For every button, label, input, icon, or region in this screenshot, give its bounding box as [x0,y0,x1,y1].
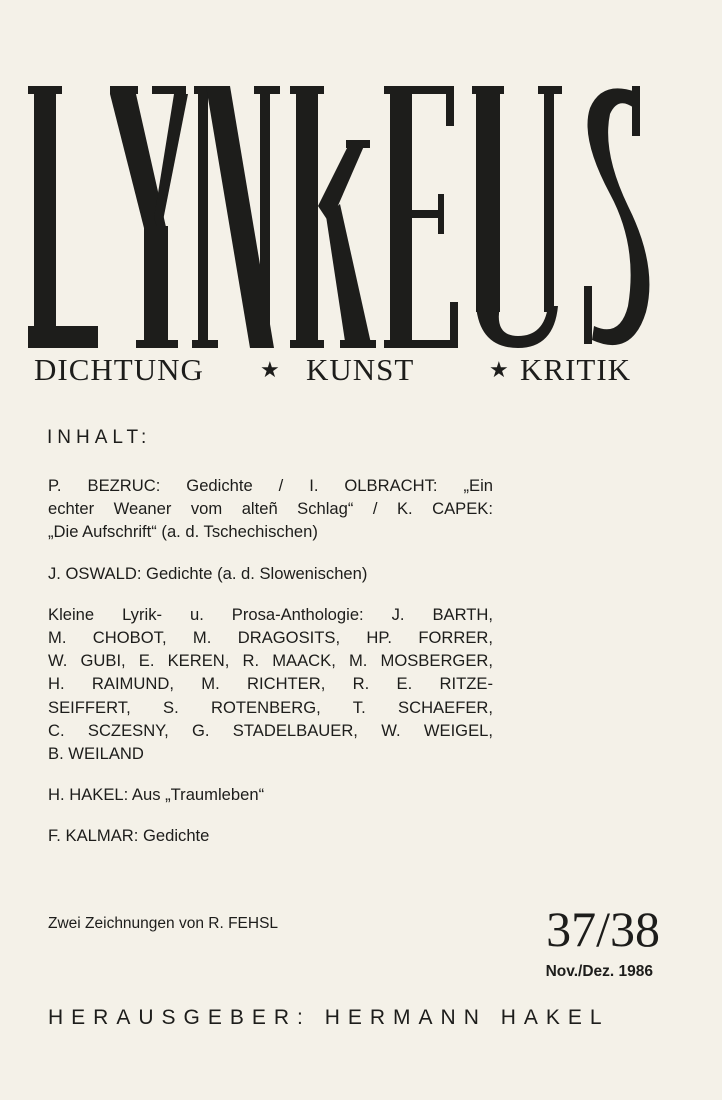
editor-line: HERAUSGEBER: HERMANN HAKEL [48,1006,610,1029]
contents-heading: INHALT: [47,427,152,448]
contents-line: P. BEZRUC: Gedichte / I. OLBRACHT: „Ein [48,476,493,495]
contents-entry [48,603,493,765]
contents-line: H. RAIMUND, M. RICHTER, R. E. RITZE- [48,674,493,694]
star-icon: ★ [489,357,510,382]
tagline-kunst: KUNST [306,352,415,387]
contents-line: SEIFFERT, S. ROTENBERG, T. SCHAEFER, [48,697,493,717]
contents-list [48,474,493,866]
contents-line: B. WEILAND [48,744,144,764]
contents-entry [48,474,493,544]
contents-line: M. CHOBOT, M. DRAGOSITS, HP. FORRER, [48,628,493,648]
contents-line: Kleine Lyrik- u. Prosa-Anthologie: J. BARTH, [48,604,493,624]
contents-line: C. SCZESNY, G. STADELBAUER, W. WEIGEL, [48,720,493,740]
tagline [34,352,660,388]
masthead-logo [28,86,662,348]
tagline-dichtung: DICHTUNG [34,352,204,387]
contents-line: F. KALMAR: Gedichte [48,826,210,846]
contents-line: H. HAKEL: Aus „Traumleben“ [48,785,265,805]
contents-line: W. GUBI, E. KEREN, R. MAACK, M. MOSBERGER, [48,651,493,671]
contents-entry [48,562,493,585]
contents-line: echter Weaner vom alteñ Schlag“ / K. CAPEK: [48,499,493,519]
lynkeus-logo-mark [28,86,662,348]
issue-number: 37/38 [546,901,660,957]
star-icon: ★ [260,357,281,382]
tagline-kritik: KRITIK [520,352,632,387]
drawings-credit: Zwei Zeichnungen von R. FEHSL [48,915,279,932]
issue-date: Nov./Dez. 1986 [545,963,653,980]
contents-entry [48,824,493,847]
contents-line: „Die Aufschrift“ (a. d. Tschechischen) [48,522,318,542]
contents-line: J. OSWALD: Gedichte (a. d. Slowenischen) [48,563,368,583]
contents-entry [48,783,493,806]
